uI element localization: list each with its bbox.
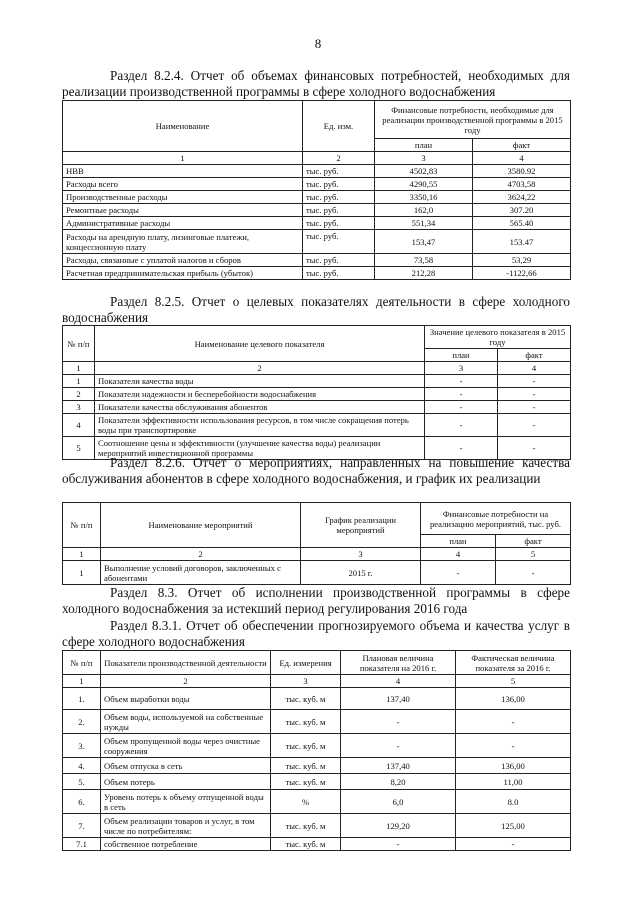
- row-plan: -: [421, 561, 496, 585]
- column-number: 2: [95, 362, 425, 375]
- table-row: [63, 204, 571, 217]
- row-fact: 4703,58: [473, 178, 571, 191]
- row-unit: тыс. руб.: [303, 204, 375, 217]
- page-number: 8: [314, 36, 322, 51]
- row-fact: 53,29: [473, 254, 571, 267]
- table-row: [63, 710, 571, 734]
- row-unit: тыс. куб. м: [271, 688, 341, 710]
- row-plan: -: [425, 388, 498, 401]
- column-number: 4: [421, 548, 496, 561]
- row-fact: -: [456, 710, 571, 734]
- row-plan: 129,20: [341, 814, 456, 838]
- row-fact: 153.47: [473, 230, 571, 254]
- row-name: Выполнение условий договоров, заключенных с абонентами: [101, 561, 301, 585]
- row-name: НВВ: [63, 165, 303, 178]
- column-number: 4: [473, 152, 571, 165]
- row-number: 7.: [63, 814, 101, 838]
- row-name: Расходы на арендную плату, лизинговые платежи, концессионную плату: [63, 230, 303, 254]
- row-number: 4.: [63, 758, 101, 774]
- header-plan: план: [421, 535, 496, 548]
- row-schedule: 2015 г.: [301, 561, 421, 585]
- row-fact: -: [498, 414, 571, 437]
- row-plan: -: [341, 734, 456, 758]
- row-fact: 3580.92: [473, 165, 571, 178]
- row-plan: -: [425, 437, 498, 460]
- row-plan: 162,0: [375, 204, 473, 217]
- row-name: Расходы всего: [63, 178, 303, 191]
- row-unit: тыс. куб. м: [271, 710, 341, 734]
- row-fact: -: [496, 561, 571, 585]
- service-measures-table: [62, 502, 571, 585]
- header-name: Наименование целевого показателя: [95, 326, 425, 362]
- column-number: 2: [101, 548, 301, 561]
- row-plan: 8,20: [341, 774, 456, 790]
- table-row: [63, 267, 571, 280]
- column-number: 1: [63, 675, 101, 688]
- row-plan: 4502,83: [375, 165, 473, 178]
- table-row: [63, 561, 571, 585]
- row-number: 2: [63, 388, 95, 401]
- row-plan: 6,0: [341, 790, 456, 814]
- column-number: 1: [63, 362, 95, 375]
- row-fact: 136,00: [456, 688, 571, 710]
- column-number: 2: [303, 152, 375, 165]
- row-plan: -: [425, 375, 498, 388]
- row-name: Объем воды, используемой на собственные нужды: [101, 710, 271, 734]
- table-row: [63, 178, 571, 191]
- row-name: Показатели качества обслуживания абонентов: [95, 401, 425, 414]
- row-name: Расчетная предпринимательская прибыль (убыток): [63, 267, 303, 280]
- row-plan: 3350,16: [375, 191, 473, 204]
- table-row: [63, 814, 571, 838]
- row-plan: 212,28: [375, 267, 473, 280]
- row-name: Расходы, связанные с уплатой налогов и сборов: [63, 254, 303, 267]
- header-number: № п/п: [63, 503, 101, 548]
- row-plan: 551,34: [375, 217, 473, 230]
- row-fact: 8.0: [456, 790, 571, 814]
- row-plan: -: [425, 414, 498, 437]
- row-unit: тыс. куб. м: [271, 734, 341, 758]
- column-number: 3: [425, 362, 498, 375]
- header-fact: Фактическая величина показателя за 2016 г.: [456, 651, 571, 675]
- row-name: Объем потерь: [101, 774, 271, 790]
- row-plan: 137,40: [341, 688, 456, 710]
- section-8-2-4-heading: Раздел 8.2.4. Отчет об объемах финансовых потребностей, необходимых для реализации производственной программы в сфере холодного водоснабжения: [62, 68, 570, 99]
- row-plan: 153,47: [375, 230, 473, 254]
- row-number: 3.: [63, 734, 101, 758]
- row-plan: 4290,55: [375, 178, 473, 191]
- row-unit: тыс. руб.: [303, 254, 375, 267]
- row-fact: -: [498, 375, 571, 388]
- row-number: 3: [63, 401, 95, 414]
- header-plan: Плановая величина показателя на 2016 г.: [341, 651, 456, 675]
- row-unit: тыс. руб.: [303, 230, 375, 254]
- row-number: 5: [63, 437, 95, 460]
- table-row: [63, 254, 571, 267]
- row-unit: %: [271, 790, 341, 814]
- column-number: 1: [63, 548, 101, 561]
- section-8-2-5-heading: Раздел 8.2.5. Отчет о целевых показателях деятельности в сфере холодного водоснабжения: [62, 294, 570, 325]
- row-name: Показатели качества воды: [95, 375, 425, 388]
- table-row: [63, 375, 571, 388]
- header-plan: план: [425, 349, 498, 362]
- row-plan: -: [425, 401, 498, 414]
- table-row: [63, 838, 571, 851]
- header-target-value: Значение целевого показателя в 2015 году: [425, 326, 571, 349]
- row-unit: тыс. руб.: [303, 267, 375, 280]
- row-number: 4: [63, 414, 95, 437]
- row-plan: -: [341, 710, 456, 734]
- column-number: 3: [301, 548, 421, 561]
- row-unit: тыс. руб.: [303, 191, 375, 204]
- row-unit: тыс. руб.: [303, 165, 375, 178]
- row-fact: 565.40: [473, 217, 571, 230]
- table-row: [63, 790, 571, 814]
- column-number: 4: [498, 362, 571, 375]
- row-fact: -: [456, 734, 571, 758]
- table-row: [63, 688, 571, 710]
- column-number: 3: [375, 152, 473, 165]
- row-fact: -: [498, 437, 571, 460]
- row-name: Объем пропущенной воды через очистные сооружения: [101, 734, 271, 758]
- row-fact: -: [498, 388, 571, 401]
- row-unit: тыс. руб.: [303, 217, 375, 230]
- row-fact: 11,00: [456, 774, 571, 790]
- header-fact: факт: [496, 535, 571, 548]
- row-fact: 136,00: [456, 758, 571, 774]
- column-number: 2: [101, 675, 271, 688]
- row-fact: 3624,22: [473, 191, 571, 204]
- row-unit: тыс. руб.: [303, 178, 375, 191]
- header-name: Наименование мероприятий: [101, 503, 301, 548]
- row-unit: тыс. куб. м: [271, 774, 341, 790]
- header-plan: план: [375, 139, 473, 152]
- column-number: 4: [341, 675, 456, 688]
- table-row: [63, 165, 571, 178]
- header-fact: факт: [473, 139, 571, 152]
- column-number: 1: [63, 152, 303, 165]
- table-row: [63, 191, 571, 204]
- column-number: 5: [496, 548, 571, 561]
- header-unit: Ед. изм.: [303, 101, 375, 152]
- row-name: собственное потребление: [101, 838, 271, 851]
- row-number: 1.: [63, 688, 101, 710]
- table-row: [63, 388, 571, 401]
- row-name: Административные расходы: [63, 217, 303, 230]
- row-name: Производственные расходы: [63, 191, 303, 204]
- production-indicators-table: [62, 650, 571, 851]
- row-name: Объем выработки воды: [101, 688, 271, 710]
- header-financial-needs: Финансовые потребности, необходимые для реализации производственной программы в 2015 году: [375, 101, 571, 139]
- section-8-3-1-heading: Раздел 8.3.1. Отчет об обеспечении прогнозируемого объема и качества услуг в сфере холодного водоснабжения: [62, 618, 570, 649]
- row-fact: 125,00: [456, 814, 571, 838]
- row-fact: -1122,66: [473, 267, 571, 280]
- row-fact: -: [456, 838, 571, 851]
- table-row: [63, 758, 571, 774]
- row-plan: 137,40: [341, 758, 456, 774]
- row-unit: тыс. куб. м: [271, 814, 341, 838]
- row-unit: тыс. куб. м: [271, 758, 341, 774]
- row-name: Показатели надежности и бесперебойности водоснабжения: [95, 388, 425, 401]
- row-name: Уровень потерь к объему отпущенной воды в сеть: [101, 790, 271, 814]
- target-indicators-table: [62, 325, 571, 460]
- header-number: № п/п: [63, 651, 101, 675]
- header-name: Наименование: [63, 101, 303, 152]
- row-name: Объем реализации товаров и услуг, в том числе по потребителям:: [101, 814, 271, 838]
- table-row: [63, 774, 571, 790]
- row-plan: -: [341, 838, 456, 851]
- row-plan: 73,58: [375, 254, 473, 267]
- column-number: 5: [456, 675, 571, 688]
- header-schedule: График реализации мероприятий: [301, 503, 421, 548]
- row-unit: тыс. куб. м: [271, 838, 341, 851]
- row-number: 5.: [63, 774, 101, 790]
- table-row: [63, 734, 571, 758]
- row-fact: -: [498, 401, 571, 414]
- row-name: Показатели эффективности использования ресурсов, в том числе сокращения потерь воды при транспортировке: [95, 414, 425, 437]
- row-number: 2.: [63, 710, 101, 734]
- table-row: [63, 217, 571, 230]
- row-name: Соотношение цены и эффективности (улучшение качества воды) реализации мероприятий инвестиционной программы: [95, 437, 425, 460]
- header-unit: Ед. измерения: [271, 651, 341, 675]
- header-fact: факт: [498, 349, 571, 362]
- section-8-3-heading: Раздел 8.3. Отчет об исполнении производственной программы в сфере холодного водоснабжения за истекший период регулирования 2016 года: [62, 585, 570, 616]
- financial-needs-table: [62, 100, 571, 280]
- column-number: 3: [271, 675, 341, 688]
- table-row: [63, 230, 571, 254]
- row-name: Ремонтные расходы: [63, 204, 303, 217]
- row-fact: 307.20: [473, 204, 571, 217]
- header-name: Показатели производственной деятельности: [101, 651, 271, 675]
- section-8-2-6-heading: Раздел 8.2.6. Отчет о мероприятиях, направленных на повышение качества обслуживания абонентов в сфере холодного водоснабжения, и график их реализации: [62, 455, 570, 486]
- table-row: [63, 401, 571, 414]
- header-number: № п/п: [63, 326, 95, 362]
- row-number: 6.: [63, 790, 101, 814]
- row-number: 1: [63, 561, 101, 585]
- header-financial-needs: Финансовые потребности на реализацию мероприятий, тыс. руб.: [421, 503, 571, 535]
- row-name: Объем отпуска в сеть: [101, 758, 271, 774]
- table-row: [63, 414, 571, 437]
- row-number: 1: [63, 375, 95, 388]
- row-number: 7.1: [63, 838, 101, 851]
